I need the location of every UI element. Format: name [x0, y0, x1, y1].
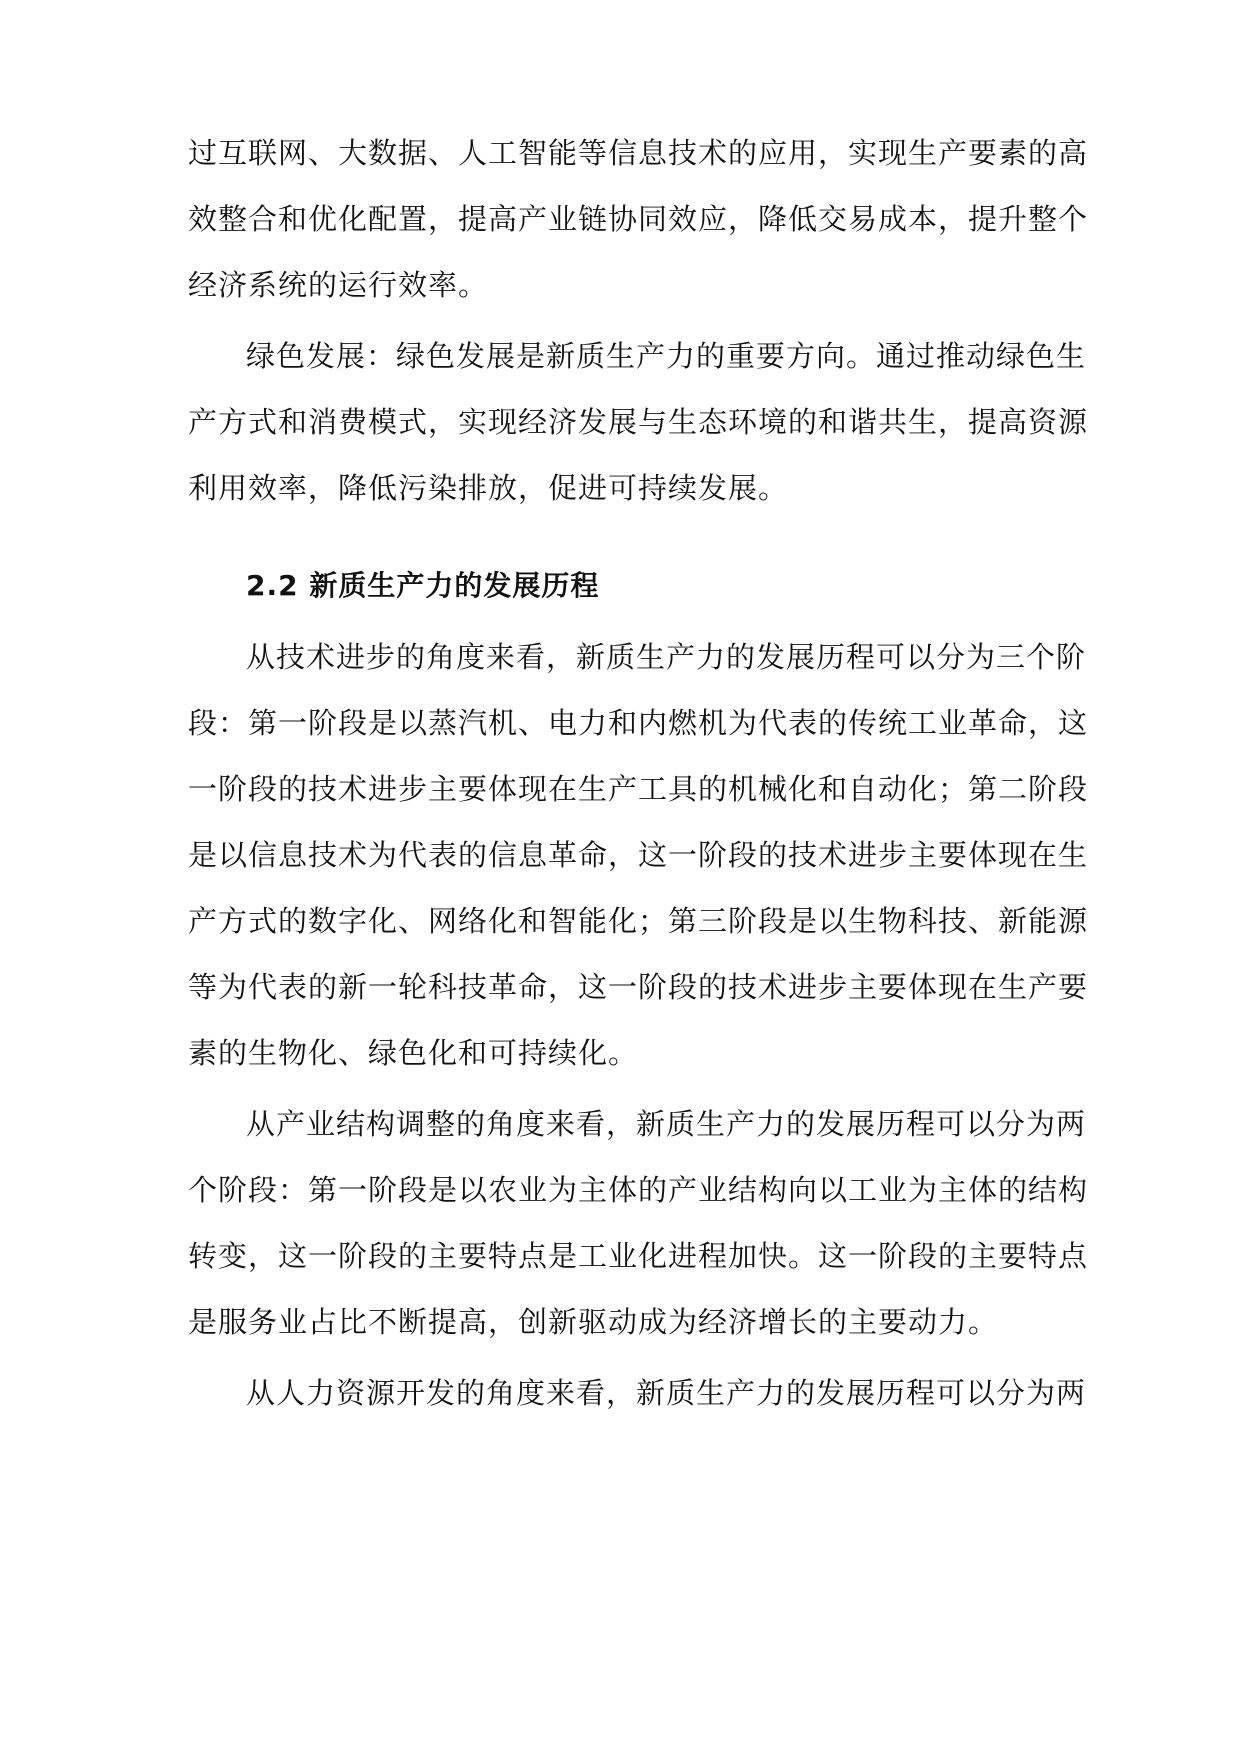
paragraph-3-line-5: 产方式的数字化、网络化和智能化；第三阶段是以生物科技、新能源 [188, 904, 1089, 938]
paragraph-4-line-4: 是服务业占比不断提高，创新驱动成为经济增长的主要动力。 [188, 1305, 999, 1339]
paragraph-1-line-2: 效整合和优化配置，提高产业链协同效应，降低交易成本，提升整个 [188, 202, 1089, 236]
paragraph-4-line-2: 个阶段：第一阶段是以农业为主体的产业结构向以工业为主体的结构 [188, 1173, 1089, 1207]
paragraph-3-line-4: 是以信息技术为代表的信息革命，这一阶段的技术进步主要体现在生 [188, 838, 1089, 872]
paragraph-3-line-1: 从技术进步的角度来看，新质生产力的发展历程可以分为三个阶 [246, 640, 1087, 674]
paragraph-1-line-1: 过互联网、大数据、人工智能等信息技术的应用，实现生产要素的高 [188, 136, 1089, 170]
paragraph-5-line-1: 从人力资源开发的角度来看，新质生产力的发展历程可以分为两 [246, 1376, 1087, 1410]
paragraph-2-line-3: 利用效率，降低污染排放，促进可持续发展。 [188, 471, 789, 505]
paragraph-2-line-1: 绿色发展：绿色发展是新质生产力的重要方向。通过推动绿色生 [246, 339, 1087, 373]
paragraph-3-line-3: 一阶段的技术进步主要体现在生产工具的机械化和自动化；第二阶段 [188, 772, 1089, 806]
section-heading: 2.2 新质生产力的发展历程 [246, 569, 600, 602]
paragraph-3-line-2: 段：第一阶段是以蒸汽机、电力和内燃机为代表的传统工业革命，这 [188, 706, 1089, 740]
paragraph-4-line-3: 转变，这一阶段的主要特点是工业化进程加快。这一阶段的主要特点 [188, 1239, 1089, 1273]
paragraph-1-line-3: 经济系统的运行效率。 [188, 268, 489, 302]
paragraph-2-line-2: 产方式和消费模式，实现经济发展与生态环境的和谐共生，提高资源 [188, 405, 1089, 439]
paragraph-3-line-7: 素的生物化、绿色化和可持续化。 [188, 1036, 639, 1070]
paragraph-4-line-1: 从产业结构调整的角度来看，新质生产力的发展历程可以分为两 [246, 1107, 1087, 1141]
paragraph-3-line-6: 等为代表的新一轮科技革命，这一阶段的技术进步主要体现在生产要 [188, 970, 1089, 1004]
